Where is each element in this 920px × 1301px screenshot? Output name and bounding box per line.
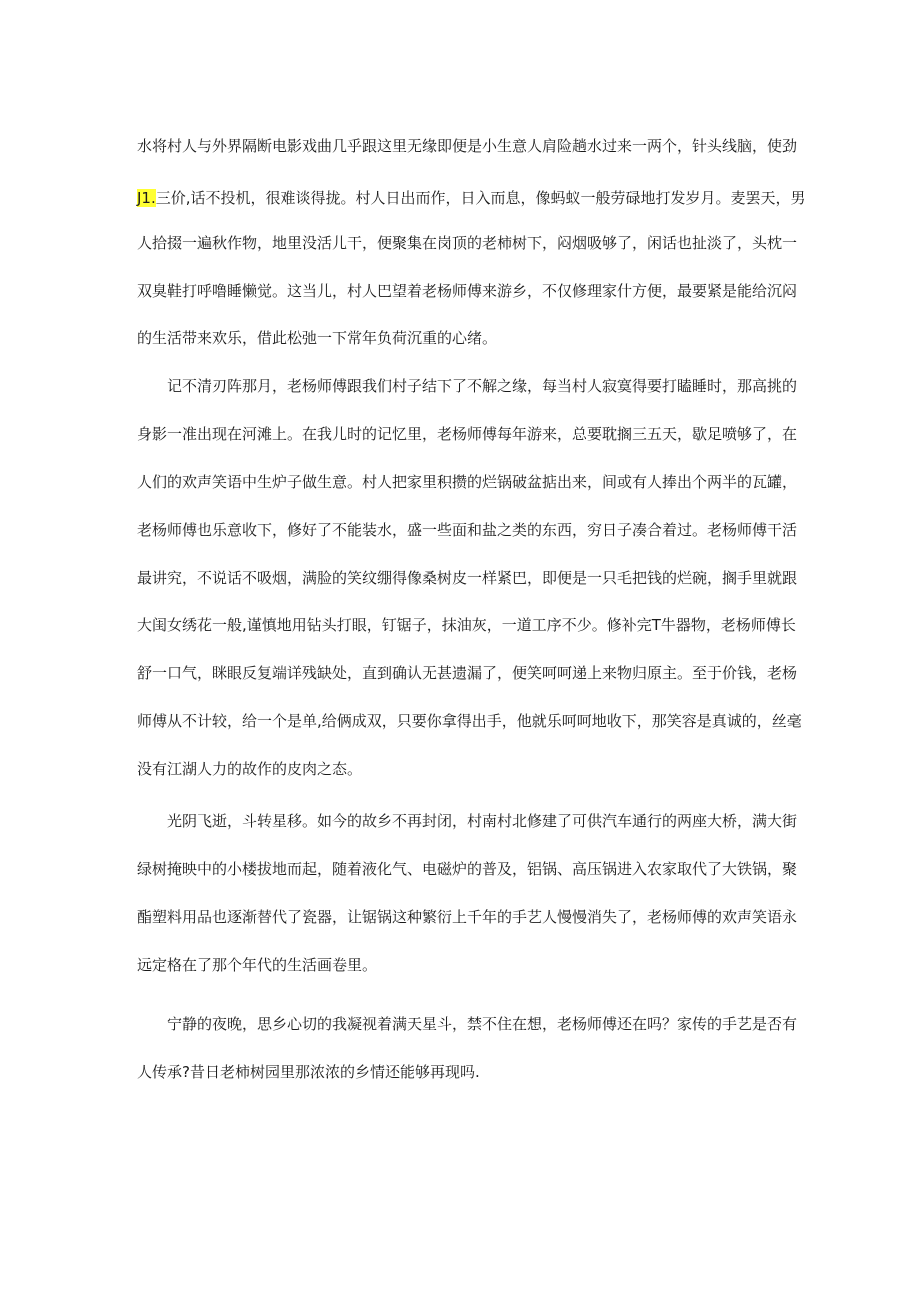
p3-line-1: 光阴飞逝，斗转星移。如今的故乡不再封闭，村南村北修建了可供汽车通行的两座大桥，满大街 — [167, 812, 798, 830]
p1-line-3: 人拾掇一遍秋作物，地里没活儿干，便聚集在岗顶的老柿树下，闷烟吸够了，闲话也扯淡了，头枕一 — [137, 234, 798, 252]
p3-line-2: 绿树掩映中的小楼拔地而起，随着液化气、电磁炉的普及，铝锅、高压锅进入农家取代了大铁锅，聚 — [137, 860, 798, 878]
p2-line-1: 记不清刃阵那月，老杨师傅跟我们村子结下了不解之缘，每当村人寂寞得要打瞌睡时，那高挑的 — [167, 377, 798, 395]
highlighted-text: J1. — [137, 189, 156, 207]
p3-line-4: 远定格在了那个年代的生活画卷里。 — [137, 956, 378, 974]
p3-line-3: 酯塑料用品也逐渐替代了瓷器，让锯锅这种繁衍上千年的手艺人慢慢消失了，老杨师傅的欢声笑语永 — [137, 908, 798, 926]
p1-line-2 — [137, 183, 806, 213]
p4-line-2: 人传承?昔日老柿树园里那浓浓的乡情还能够再现吗. — [137, 1063, 480, 1081]
p1-line-2-text: 三价,话不投机，很难谈得拢。村人日出而作，日入而息，像蚂蚁一般劳碌地打发岁月。麦罢天，男 — [155, 189, 806, 207]
p2-line-4: 老杨师傅也乐意收下，修好了不能装水，盛一些面和盐之类的东西，穷日子凑合着过。老杨师傅干活 — [137, 521, 798, 539]
p1-line-5: 的生活带来欢乐，借此松弛一下常年负荷沉重的心绪。 — [137, 329, 498, 347]
p1-line-4: 双臭鞋打呼噜睡懒觉。这当儿，村人巴望着老杨师傅来游乡，不仅修理家什方便，最要紧是能给沉闷 — [137, 282, 798, 300]
p2-line-5: 最讲究，不说话不吸烟，满脸的笑纹绷得像桑树皮一样紧巴，即便是一只毛把钱的烂碗，搁手里就跟 — [137, 569, 798, 587]
p1-line-1: 水将村人与外界隔断电影戏曲几乎跟这里无缘即便是小生意人肩险趟水过来一两个，针头线脑，使劲 — [137, 137, 798, 155]
p2-line-9: 没有江湖人力的故作的皮肉之态。 — [137, 760, 363, 778]
p2-line-3: 人们的欢声笑语中生炉子做生意。村人把家里积攒的烂锅破盆掂出来，间或有人捧出个两半的瓦罐， — [137, 473, 798, 491]
p4-line-1: 宁静的夜晚，思乡心切的我凝视着满天星斗，禁不住在想，老杨师傅还在吗？家传的手艺是否有 — [167, 1015, 798, 1033]
p2-line-7: 舒一口气，眯眼反复端详残缺处，直到确认无甚遗漏了，便笑呵呵递上来物归原主。至于价钱，老杨 — [137, 664, 798, 682]
p2-line-2: 身影一准出现在河滩上。在我儿时的记忆里，老杨师傅每年游来，总要耽搁三五天，歇足喷够了，在 — [137, 425, 798, 443]
p2-line-8: 师傅从不计较，给一个是单,给俩成双，只要你拿得出手，他就乐呵呵地收下，那笑容是真诚的，丝毫 — [137, 712, 802, 730]
p2-line-6: 大闺女绣花一般,谨慎地用钻头打眼，钉锯子，抹油灰，一道工序不少。修补完T牛器物，老杨师傅长 — [137, 616, 796, 634]
